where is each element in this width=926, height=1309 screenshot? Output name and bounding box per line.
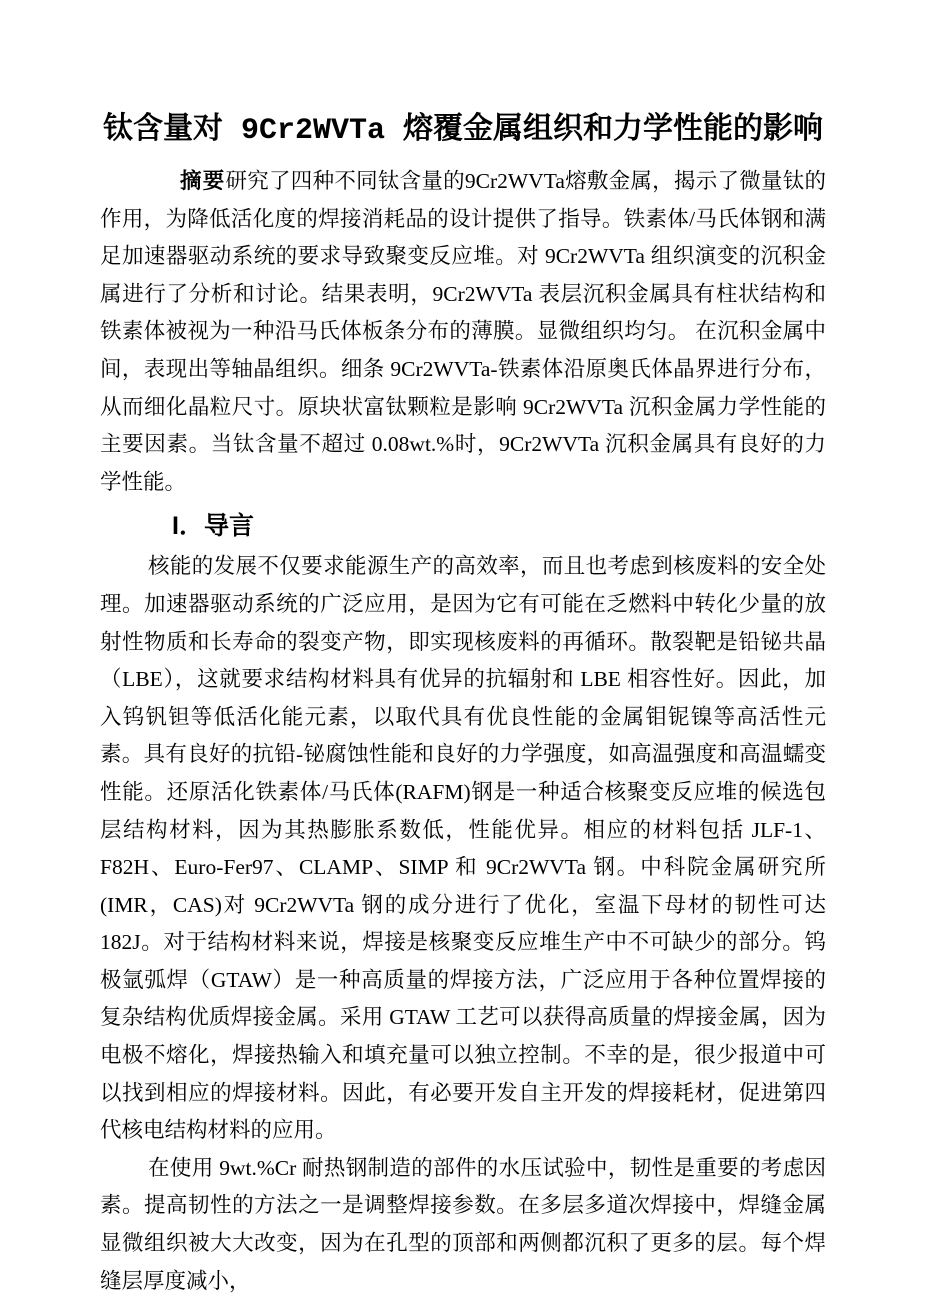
section-heading-introduction: I．导言 [172,512,254,541]
document-title: 钛含量对 9Cr2WVTa 熔覆金属组织和力学性能的影响 [102,114,824,148]
abstract-label: 摘要 [180,169,226,193]
body-paragraph-2: 在使用 9wt.%Cr 耐热钢制造的部件的水压试验中，韧性是重要的考虑因素。提高韧性的方法之一是调整焊接参数。在多层多道次焊接中，焊缝金属显微组织被大大改变，因为在孔型的顶部和两侧都沉积了更多的层。每个焊缝层厚度减小， [100,1155,826,1293]
abstract-text: 研究了四种不同钛含量的9Cr2WVTa熔敷金属，揭示了微量钛的作用，为降低活化度的焊接消耗品的设计提供了指导。铁素体/马氏体钢和满足加速器驱动系统的要求导致聚变反应堆。对 9Cr2WVTa 组织演变的沉积金属进行了分析和讨论。结果表明，9Cr2WVTa 表层沉积金属具有柱状结构和铁素体被视为一种沿马氏体板条分布的薄膜。显微组织均匀。 在沉积金属中间，表现出等轴晶组织。细条 9Cr2WVTa-铁素体沿原奥氏体晶界进行分布，从而细化晶粒尺寸。原块状富钛颗粒是影响 9Cr2WVTa 沉积金属力学性能的主要因素。当钛含量不超过 0.08wt.%时，9Cr2WVTa 沉积金属具有良好的力学性能。 [100,169,826,494]
body-paragraph-1: 核能的发展不仅要求能源生产的高效率，而且也考虑到核废料的安全处理。加速器驱动系统的广泛应用，是因为它有可能在乏燃料中转化少量的放射性物质和长寿命的裂变产物，即实现核废料的再循环。散裂靶是铅铋共晶（LBE），这就要求结构材料具有优异的抗辐射和 LBE 相容性好。因此，加入钨钒钽等低活化能元素，以取代具有优良性能的金属钼铌镍等高活性元素。具有良好的抗铅-铋腐蚀性能和良好的力学强度，如高温强度和高温蠕变性能。还原活化铁素体/马氏体(RAFM)钢是一种适合核聚变反应堆的候选包层结构材料，因为其热膨胀系数低，性能优异。相应的材料包括 JLF-1、F82H、Euro-Fer97、CLAMP、SIMP 和 9Cr2WVTa 钢。中科院金属研究所(IMR，CAS)对 9Cr2WVTa 钢的成分进行了优化，室温下母材的韧性可达 182J。对于结构材料来说，焊接是核聚变反应堆生产中不可缺少的部分。钨极氩弧焊（GTAW）是一种高质量的焊接方法，广泛应用于各种位置焊接的复杂结构优质焊接金属。采用 GTAW 工艺可以获得高质量的焊接金属，因为电极不熔化，焊接热输入和填充量可以独立控制。不幸的是，很少报道中可以找到相应的焊接材料。因此，有必要开发自主开发的焊接耗材，促进第四代核电结构材料的应用。 [100,554,826,1143]
abstract-paragraph [100,163,826,501]
